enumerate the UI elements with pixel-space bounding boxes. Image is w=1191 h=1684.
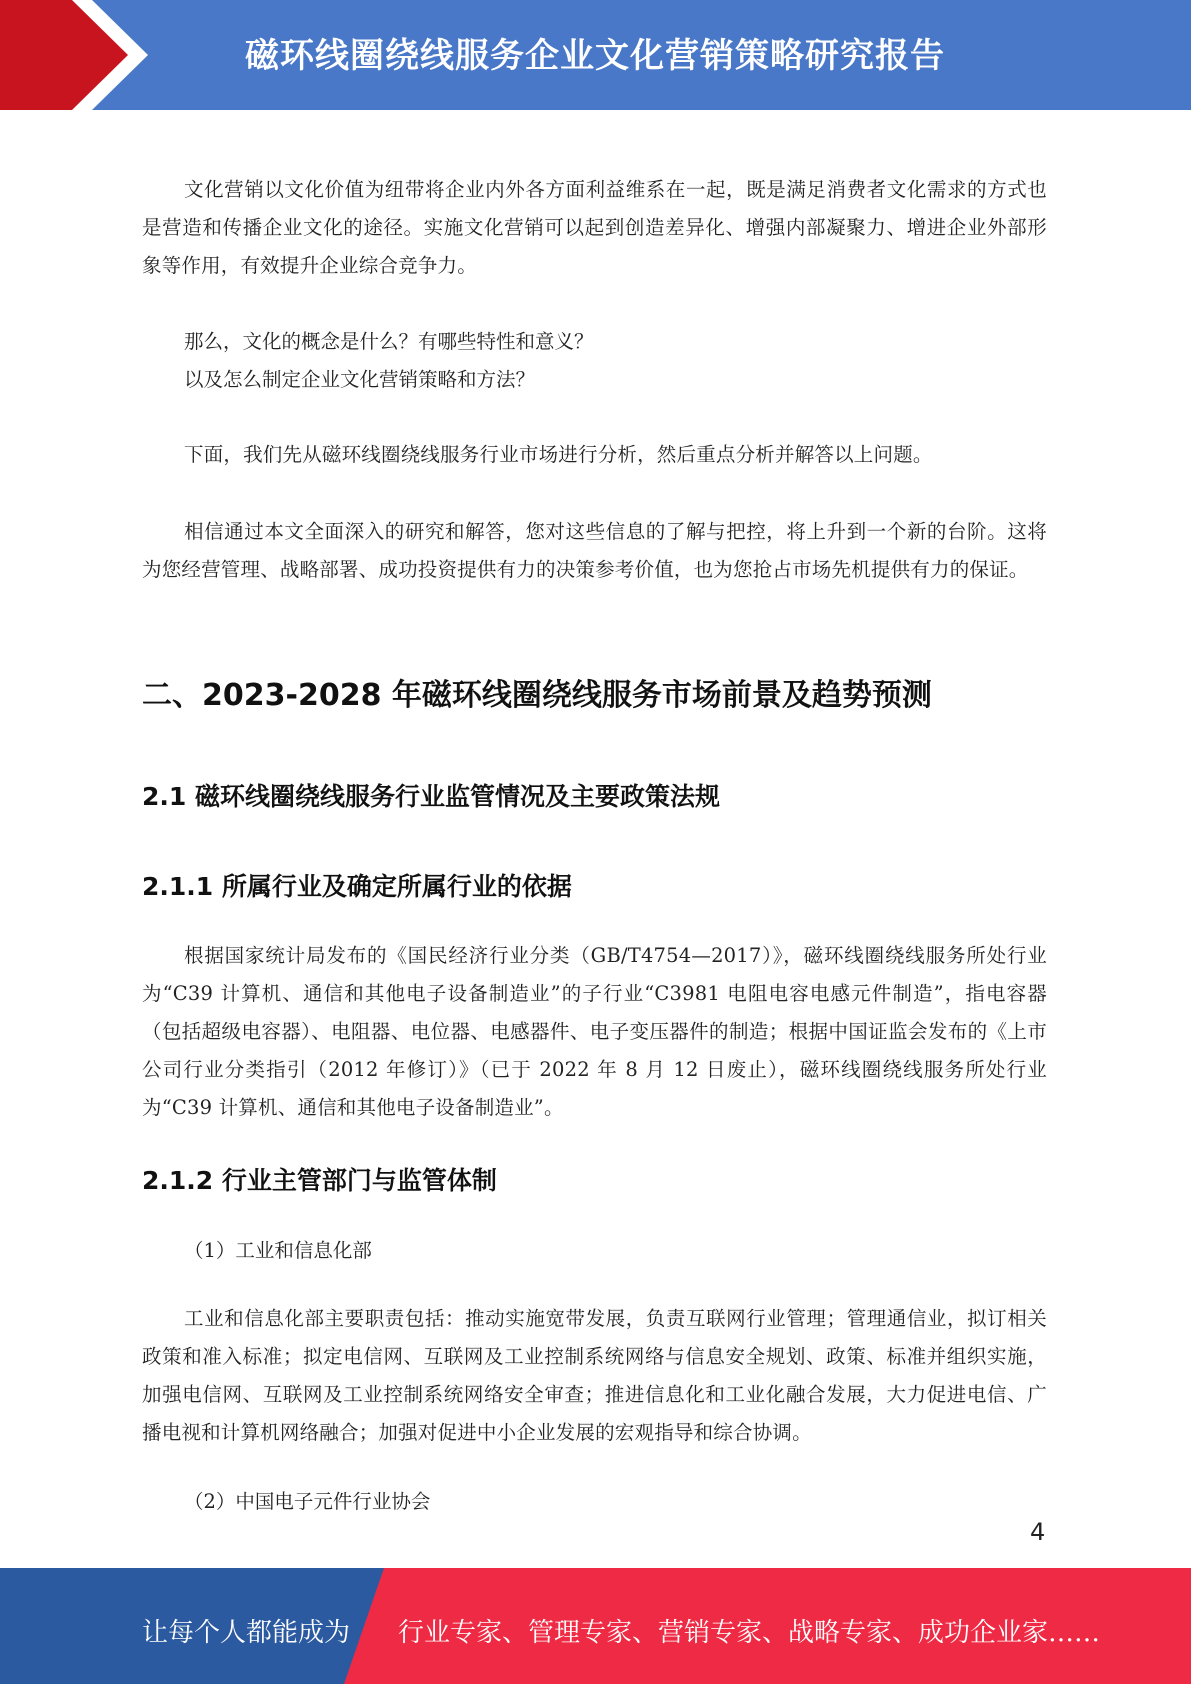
analysis-paragraph: 下面，我们先从磁环线圈绕线服务行业市场进行分析，然后重点分析并解答以上问题。 <box>184 443 933 466</box>
page-number: 4 <box>1030 1518 1046 1546</box>
page-header <box>0 0 1191 110</box>
footer-slogan-right: 行业专家、管理专家、营销专家、战略专家、成功企业家…… <box>398 1618 1101 1648</box>
subsubsection-heading-2: 2.1.2 行业主管部门与监管体制 <box>142 1166 497 1195</box>
page-footer <box>0 1568 1191 1684</box>
question-line-2: 以及怎么制定企业文化营销策略和方法？ <box>184 368 536 391</box>
section-heading: 二、2023-2028 年磁环线圈绕线服务市场前景及趋势预测 <box>142 678 932 713</box>
list-item-2: （2）中国电子元件行业协会 <box>184 1490 431 1513</box>
subsubsection-heading-1: 2.1.1 所属行业及确定所属行业的依据 <box>142 872 572 901</box>
subsection-heading: 2.1 磁环线圈绕线服务行业监管情况及主要政策法规 <box>142 782 720 811</box>
value-paragraph: 相信通过本文全面深入的研究和解答，您对这些信息的了解与把控，将上升到一个新的台阶。这将为您经营管理、战略部署、成功投资提供有力的决策参考价值，也为您抢占市场先机提供有力的保证。 <box>142 520 1047 581</box>
footer-slogan-left: 让每个人都能成为 <box>142 1618 351 1648</box>
industry-classification-paragraph: 根据国家统计局发布的《国民经济行业分类（GB/T4754—2017）》，磁环线圈绕线服务所处行业为“C39 计算机、通信和其他电子设备制造业”的子行业“C3981 电阻电容电感元件制造”，指电容器（包括超级电容器）、电阻器、电位器、电感器件、电子变压器件的制造；根据中国证监会发布的《上市公司行业分类指引（2012 年修订）》（已于 2022 年 8 月 12 日废止），磁环线圈绕线服务所处行业为“C39 计算机、通信和其他电子设备制造业”。 <box>142 944 1047 1119</box>
list-item-1: （1）工业和信息化部 <box>184 1239 372 1262</box>
ministry-duties-paragraph: 工业和信息化部主要职责包括：推动实施宽带发展，负责互联网行业管理；管理通信业，拟订相关政策和准入标准；拟定电信网、互联网及工业控制系统网络与信息安全规划、政策、标准并组织实施，加强电信网、互联网及工业控制系统网络安全审查；推进信息化和工业化融合发展，大力促进电信、广播电视和计算机网络融合；加强对促进中小企业发展的宏观指导和综合协调。 <box>142 1307 1047 1444</box>
document-title: 磁环线圈绕线服务企业文化营销策略研究报告 <box>245 36 945 76</box>
question-line-1: 那么，文化的概念是什么？有哪些特性和意义？ <box>184 330 594 353</box>
intro-paragraph: 文化营销以文化价值为纽带将企业内外各方面利益维系在一起，既是满足消费者文化需求的方式也是营造和传播企业文化的途径。实施文化营销可以起到创造差异化、增强内部凝聚力、增进企业外部形象等作用，有效提升企业综合竞争力。 <box>142 178 1047 277</box>
